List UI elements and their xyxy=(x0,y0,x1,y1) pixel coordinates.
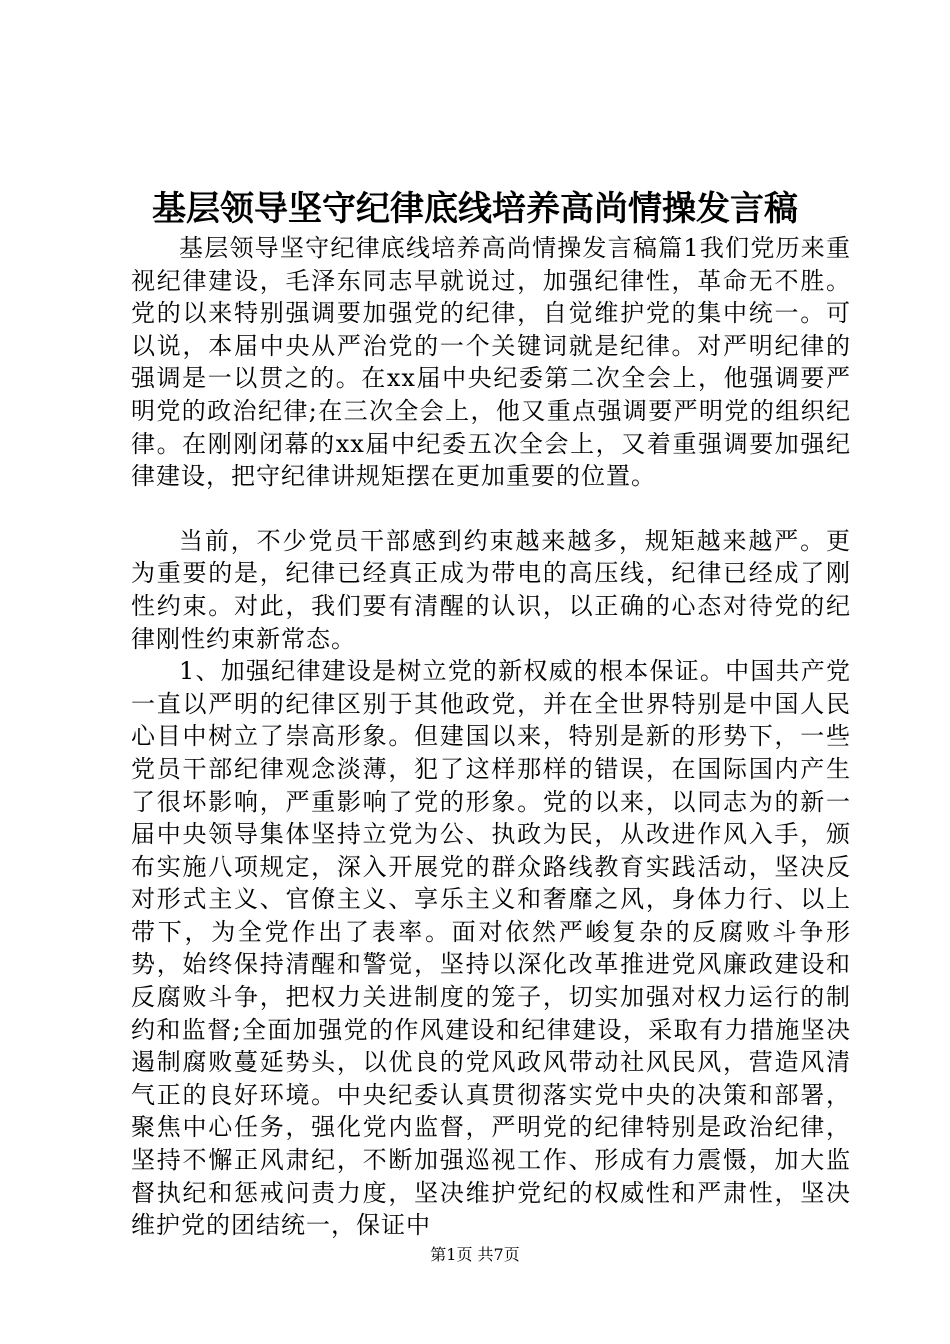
paragraph-2: 当前，不少党员干部感到约束越来越多，规矩越来越严。更为重要的是，纪律已经真正成为带电的高压线，纪律已经成了刚性约束。对此，我们要有清醒的认识，以正确的心态对待党的纪律刚性约束新常态。 xyxy=(131,526,851,653)
page-number-footer: 第1页 共7页 xyxy=(430,1245,520,1264)
paragraph-1: 基层领导坚守纪律底线培养高尚情操发言稿篇1我们党历来重视纪律建设，毛泽东同志早就说过，加强纪律性，革命无不胜。党的以来特别强调要加强党的纪律，自觉维护党的集中统一。可以说，本届中央从严治党的一个关键词就是纪律。对严明纪律的强调是一以贯之的。在xx届中央纪委第二次全会上，他强调要严明党的政治纪律;在三次全会上，他又重点强调要严明党的组织纪律。在刚刚闭幕的xx届中纪委五次全会上，又着重强调要加强纪律建设，把守纪律讲规矩摆在更加重要的位置。 xyxy=(131,234,851,491)
document-body xyxy=(131,232,851,1242)
paragraph-3: 1、加强纪律建设是树立党的新权威的根本保证。中国共产党一直以严明的纪律区别于其他政党，并在全世界特别是中国人民心目中树立了崇高形象。但建国以来，特别是新的形势下，一些党员干部纪律观念淡薄，犯了这样那样的错误，在国际国内产生了很坏影响，严重影响了党的形象。党的以来，以同志为的新一届中央领导集体坚持立党为公、执政为民，从改进作风入手，颁布实施八项规定，深入开展党的群众路线教育实践活动，坚决反对形式主义、官僚主义、享乐主义和奢靡之风，身体力行、以上带下，为全党作出了表率。面对依然严峻复杂的反腐败斗争形势，始终保持清醒和警觉，坚持以深化改革推进党风廉政建设和反腐败斗争，把权力关进制度的笼子，切实加强对权力运行的制约和监督;全面加强党的作风建设和纪律建设，采取有力措施坚决遏制腐败蔓延势头，以优良的党风政风带动社风民风，营造风清气正的良好环境。中央纪委认真贯彻落实党中央的决策和部署，聚焦中心任务，强化党内监督，严明党的纪律特别是政治纪律，坚持不懈正风肃纪，不断加强巡视工作、形成有力震慑，加大监督执纪和惩戒问责力度，坚决维护党纪的权威性和严肃性，坚决维护党的团结统一，保证中 xyxy=(131,657,851,1240)
document-title: 基层领导坚守纪律底线培养高尚情操发言稿 xyxy=(152,189,798,229)
